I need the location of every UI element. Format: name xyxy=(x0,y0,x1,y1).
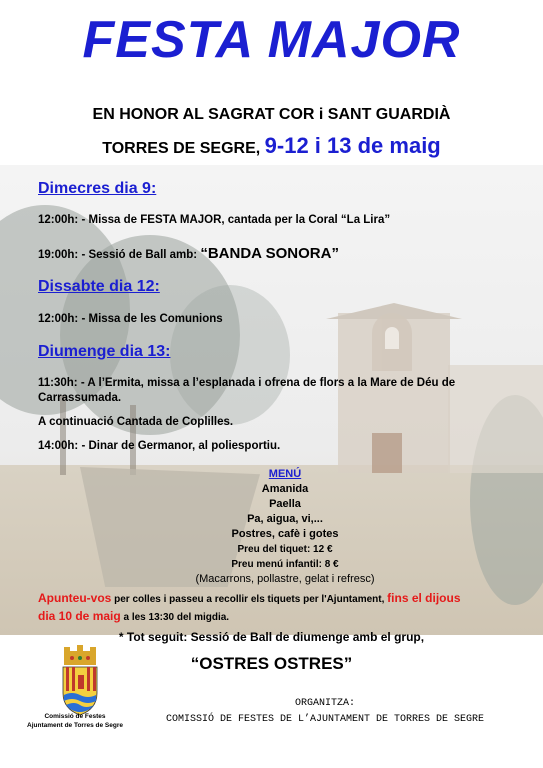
menu-heading: MENÚ xyxy=(268,468,302,480)
crest-caption-commission: Comissió de Festes xyxy=(44,713,106,720)
signup-notice xyxy=(38,590,518,626)
menu-item: Paella xyxy=(269,498,301,510)
menu-item: Amanida xyxy=(261,483,309,495)
poster-title: FESTA MAJOR xyxy=(82,11,461,69)
day3-item1-line1: 11:30h: - A l’Ermita, missa a l’esplanada i ofrena de flors a la Mare de Déu de xyxy=(38,377,456,389)
organizer-name: COMISSIÓ DE FESTES DE L’AJUNTAMENT DE TORRES DE SEGRE xyxy=(165,714,485,725)
price-child: Preu menú infantil: 8 € xyxy=(231,559,339,570)
crest-caption-council: Ajuntament de Torres de Segre xyxy=(27,722,123,729)
subtitle-town-dates xyxy=(0,133,543,159)
day1-heading: Dimecres dia 9: xyxy=(38,180,157,197)
day2-heading: Dissabte dia 12: xyxy=(38,278,160,295)
notice-deadline2: dia 10 de maig xyxy=(38,609,121,623)
day2-item1: 12:00h: - Missa de les Comunions xyxy=(38,313,223,325)
day1-item2 xyxy=(38,245,339,262)
notice-text1: per colles i passeu a recollir els tiquets per l'Ajuntament, xyxy=(111,594,388,605)
day3-item3: 14:00h: - Dinar de Germanor, al poliesportiu. xyxy=(38,440,281,452)
day1-item1: 12:00h: - Missa de FESTA MAJOR, cantada per la Coral “La Lira” xyxy=(38,214,391,226)
price-ticket: Preu del tiquet: 12 € xyxy=(237,544,333,555)
closing-band: “OSTRES OSTRES” xyxy=(190,654,353,673)
day1-item2-band: “BANDA SONORA” xyxy=(200,245,339,262)
subtitle-dates: 9-12 i 13 de maig xyxy=(264,133,441,158)
subtitle-honor: EN HONOR AL SAGRAT COR i SANT GUARDIÀ xyxy=(92,106,451,123)
day3-heading: Diumenge dia 13: xyxy=(38,343,171,360)
menu-item: Pa, aigua, vi,... xyxy=(247,513,323,525)
menu-item: Postres, cafè i gotes xyxy=(231,528,339,540)
child-menu-note: (Macarrons, pollastre, gelat i refresc) xyxy=(195,573,375,585)
day3-item1-line2: Carrassumada. xyxy=(38,392,122,404)
notice-lead: Apunteu-vos xyxy=(38,591,112,605)
lunch-menu xyxy=(135,467,435,587)
notice-text2: a les 13:30 del migdia. xyxy=(120,612,230,623)
closing-line: * Tot seguit: Sessió de Ball de diumenge amb el grup, xyxy=(118,630,425,644)
notice-deadline1: fins el dijous xyxy=(387,591,461,605)
subtitle-town: TORRES DE SEGRE, xyxy=(102,140,261,157)
organizer-label: ORGANITZA: xyxy=(294,698,355,709)
day3-item2: A continuació Cantada de Coplilles. xyxy=(38,416,234,428)
day1-item2-prefix: 19:00h: - Sessió de Ball amb: xyxy=(38,249,201,261)
